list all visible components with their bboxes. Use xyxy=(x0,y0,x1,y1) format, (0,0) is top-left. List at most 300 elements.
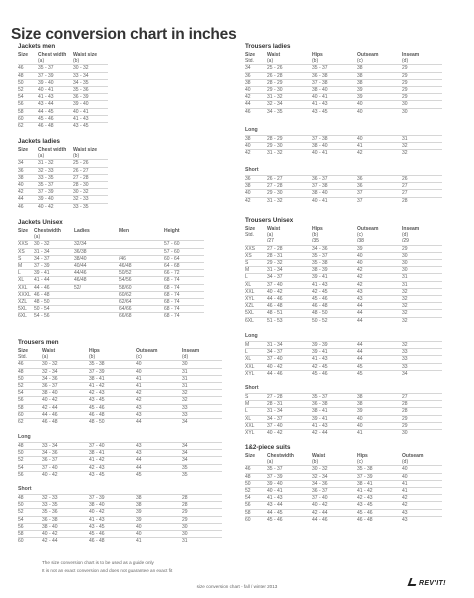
table-cell: 46 xyxy=(18,361,42,368)
table-row xyxy=(245,143,442,150)
table-cell: 43 xyxy=(357,296,402,303)
table-cell: 34 xyxy=(245,65,267,72)
table-cell: Chest width xyxy=(38,147,67,153)
table-row xyxy=(18,174,108,181)
table-cell: 32 xyxy=(402,310,442,317)
table-cell: 5XL xyxy=(18,306,34,313)
units-row xyxy=(245,238,442,245)
table-row xyxy=(18,471,222,478)
table-cell: 26 xyxy=(402,176,442,183)
table-cell: 26 - 27 xyxy=(73,167,108,174)
table-cell: (d) xyxy=(402,459,409,466)
table-row xyxy=(245,349,442,356)
table-cell: 32 xyxy=(182,397,222,404)
table-cell: 43 xyxy=(136,404,182,411)
table-cell: 38 - 41 xyxy=(89,450,136,457)
table-row xyxy=(18,375,222,382)
table-cell: 43 xyxy=(357,288,402,295)
table-cell: 42 xyxy=(136,397,182,404)
table-cell: 46 xyxy=(245,466,267,473)
size-table xyxy=(245,341,442,377)
table-cell: 38 - 40 xyxy=(42,523,89,530)
table-cell: (a) xyxy=(38,58,45,65)
table-cell: 34 xyxy=(182,443,222,450)
table-cell: 34 - 36 xyxy=(312,245,357,252)
table-cell: 37 - 39 xyxy=(89,495,136,502)
table-row xyxy=(245,150,442,157)
table-cell: 40 - 42 xyxy=(267,363,312,370)
table-cell: 38 - 39 xyxy=(312,267,357,274)
table-row xyxy=(245,342,442,349)
table-cell: 31 xyxy=(402,136,442,143)
table-cell: 64 - 68 xyxy=(164,263,204,270)
logo-icon xyxy=(408,578,419,586)
table-cell: 40 - 42 xyxy=(42,531,89,538)
table-cell: 50 xyxy=(18,79,38,86)
table-cell: /46 xyxy=(119,255,164,262)
table-cell: 68 - 74 xyxy=(164,299,204,306)
table-cell: 54 xyxy=(18,464,42,471)
table-row xyxy=(18,411,222,418)
table-cell: 38 xyxy=(245,183,267,190)
table-cell: 41 - 44 xyxy=(34,277,74,284)
table-cell: 40 - 41 xyxy=(312,94,357,101)
table-cell: 40 xyxy=(357,422,402,429)
table-row xyxy=(245,183,442,190)
size-table xyxy=(245,226,442,324)
table-cell: 38 xyxy=(357,79,402,86)
table-row xyxy=(18,108,108,115)
table-cell: 62 xyxy=(18,419,42,426)
table-cell: 40 xyxy=(357,252,402,259)
table-cell: 38 xyxy=(18,174,38,181)
table-cell: 32 - 34 xyxy=(42,368,89,375)
table-cell: /29 xyxy=(402,238,409,245)
table-cell: 31 xyxy=(402,281,442,288)
table-row xyxy=(18,299,204,306)
table-cell: (a) xyxy=(42,354,49,361)
table-cell: 33 - 34 xyxy=(42,443,89,450)
table-cell: 32 xyxy=(402,150,442,157)
table-cell: 48 - 50 xyxy=(89,419,136,426)
table-cell: M xyxy=(245,267,267,274)
table-cell: 28 xyxy=(402,408,442,415)
table-cell: XXL xyxy=(245,288,267,295)
table-cell: Waist xyxy=(42,348,56,354)
table-cell: 31 - 34 xyxy=(34,248,74,255)
table-cell: XS xyxy=(18,248,34,255)
table-cell: 29 xyxy=(402,422,442,429)
table-row xyxy=(245,94,442,101)
table-cell: 35 - 37 xyxy=(312,394,357,401)
table-cell: 27 - 28 xyxy=(267,245,312,252)
table-cell: 29 xyxy=(182,516,222,523)
table-cell: XZL xyxy=(18,299,34,306)
table-cell: 36 xyxy=(357,183,402,190)
table-cell: 46 xyxy=(18,203,38,210)
table-cell: 41 - 43 xyxy=(312,101,357,108)
table-cell: (c) xyxy=(357,232,363,239)
table-cell: 50 - 52 xyxy=(312,317,357,324)
table-cell: 58/60 xyxy=(119,284,164,291)
table-cell: 43 - 45 xyxy=(89,397,136,404)
table-cell: (a) xyxy=(38,153,45,160)
table-cell: 35 - 37 xyxy=(38,182,73,189)
table-cell: Hips xyxy=(312,226,323,232)
table-cell: 43 xyxy=(136,443,182,450)
table-cell: 36 xyxy=(357,176,402,183)
table-cell: (b) xyxy=(312,58,319,65)
table-cell: 28 xyxy=(182,495,222,502)
table-cell: 46 - 48 xyxy=(267,303,312,310)
table-cell xyxy=(119,241,164,248)
table-cell: 32 - 34 xyxy=(267,101,312,108)
table-row xyxy=(18,263,204,270)
table-cell: 39 - 39 xyxy=(312,342,357,349)
table-cell: 28 xyxy=(402,401,442,408)
table-cell: M xyxy=(245,342,267,349)
table-cell: 32 xyxy=(402,317,442,324)
table-cell: 29 - 30 xyxy=(267,143,312,150)
table-cell: XXXL xyxy=(18,291,34,298)
table-cell xyxy=(164,234,204,241)
table-cell: 39 - 40 xyxy=(73,101,108,108)
table-cell: 29 xyxy=(402,415,442,422)
table-row xyxy=(245,267,442,274)
table-cell: XXL xyxy=(18,284,34,291)
table-row xyxy=(18,284,204,291)
table-row xyxy=(18,196,108,203)
table-cell: 40 - 41 xyxy=(38,87,73,94)
table-cell: 38 - 40 xyxy=(312,87,357,94)
table-cell: 41 xyxy=(136,383,182,390)
table-cell: 37 - 40 xyxy=(267,281,312,288)
table-cell: 50 xyxy=(245,480,267,487)
table-cell: 40 xyxy=(402,473,442,480)
table-cell xyxy=(245,238,267,245)
table-row xyxy=(245,190,442,197)
table-cell: Outseam xyxy=(357,226,379,232)
table-cell: 30 - 32 xyxy=(73,65,108,72)
table-cell: 37 - 40 xyxy=(312,495,357,502)
table-cell: 32 xyxy=(182,390,222,397)
units-row xyxy=(245,459,442,466)
table-cell: 39 xyxy=(136,509,182,516)
table-cell: 31 xyxy=(182,368,222,375)
table-cell: 33 - 35 xyxy=(42,502,89,509)
table-row xyxy=(245,87,442,94)
table-cell: 27 xyxy=(402,394,442,401)
table-cell: 30 xyxy=(182,361,222,368)
table-cell: 36 - 38 xyxy=(312,401,357,408)
table-cell: 60 xyxy=(18,115,38,122)
table-cell: Chestwidth xyxy=(34,228,61,234)
table-cell: 45 - 46 xyxy=(312,370,357,377)
table-cell: 33 - 35 xyxy=(73,203,108,210)
table-cell: XYL xyxy=(245,296,267,303)
table-cell: /38 xyxy=(357,238,364,245)
table-cell: 43 xyxy=(402,516,442,523)
table-cell: 40 - 41 xyxy=(312,150,357,157)
table-cell: 30 - 32 xyxy=(42,361,89,368)
section-subtitle: Long xyxy=(245,127,258,133)
table-cell: Men xyxy=(119,228,129,234)
table-cell: 40 - 41 xyxy=(312,197,357,204)
table-cell: XYL xyxy=(245,370,267,377)
table-cell: 31 - 32 xyxy=(267,197,312,204)
table-cell: 38 xyxy=(357,72,402,79)
table-cell: Size xyxy=(18,348,29,354)
table-cell: Hips xyxy=(357,453,368,459)
table-cell: Chestwidth xyxy=(267,453,294,459)
table-cell: 38 xyxy=(357,65,402,72)
table-cell: 41 - 43 xyxy=(73,115,108,122)
table-cell: 68 - 74 xyxy=(164,313,204,320)
table-cell: 38 - 41 xyxy=(312,408,357,415)
section-title: Trousers Unisex xyxy=(245,217,294,224)
brand-name: REV'IT! xyxy=(419,580,446,587)
table-cell: 44 xyxy=(18,196,38,203)
table-row xyxy=(245,176,442,183)
table-cell: 33 xyxy=(402,363,442,370)
table-cell: 62 xyxy=(18,123,38,130)
table-cell: Size xyxy=(18,147,29,153)
table-cell xyxy=(119,234,164,241)
table-cell: 27 xyxy=(402,190,442,197)
table-row xyxy=(245,197,442,204)
table-cell: 36 - 39 xyxy=(73,94,108,101)
table-cell: 31 - 34 xyxy=(267,408,312,415)
table-cell: 41 - 43 xyxy=(312,281,357,288)
table-cell: 44 xyxy=(357,310,402,317)
table-cell: 30 xyxy=(402,260,442,267)
table-cell: 40 - 42 xyxy=(312,502,357,509)
table-cell: 25 - 26 xyxy=(267,65,312,72)
table-cell xyxy=(74,313,119,320)
table-cell: S xyxy=(18,255,34,262)
table-cell: 45 - 46 xyxy=(38,115,73,122)
table-cell: 37 - 40 xyxy=(267,356,312,363)
table-cell xyxy=(18,153,38,160)
table-row xyxy=(18,390,222,397)
table-cell: 34 - 36 xyxy=(312,480,357,487)
table-row xyxy=(18,516,222,523)
table-cell xyxy=(74,299,119,306)
table-cell: XXS xyxy=(18,241,34,248)
table-cell: Size xyxy=(245,453,256,459)
table-cell: 41 - 42 xyxy=(357,488,402,495)
table-cell: Size xyxy=(245,226,256,232)
table-cell: 29 xyxy=(182,509,222,516)
table-cell: 41 - 43 xyxy=(312,422,357,429)
table-cell: 46 - 48 xyxy=(38,123,73,130)
table-cell: 42 xyxy=(136,390,182,397)
table-cell: (c) xyxy=(357,58,363,65)
table-cell: 42 - 44 xyxy=(312,430,357,437)
table-cell: 27 - 28 xyxy=(267,183,312,190)
table-cell: 46 - 48 xyxy=(89,538,136,545)
table-cell: 56 xyxy=(18,471,42,478)
table-row xyxy=(18,538,222,545)
table-cell: 42 xyxy=(357,274,402,281)
table-cell: 40 - 41 xyxy=(73,108,108,115)
table-row xyxy=(245,495,442,502)
table-cell: 66 - 72 xyxy=(164,270,204,277)
table-cell: 40 xyxy=(357,136,402,143)
table-row xyxy=(18,167,108,174)
table-cell: (c) xyxy=(136,354,142,361)
table-cell: Inseam xyxy=(402,226,420,232)
table-cell: 6XL xyxy=(245,317,267,324)
table-cell: 37 xyxy=(357,190,402,197)
size-table xyxy=(18,52,108,129)
table-row xyxy=(245,430,442,437)
table-cell: Hips xyxy=(312,52,323,58)
table-cell: 39 xyxy=(136,516,182,523)
table-cell: 26 - 28 xyxy=(267,72,312,79)
table-cell: 44 - 46 xyxy=(34,284,74,291)
table-row xyxy=(245,72,442,79)
table-cell: 39 xyxy=(357,245,402,252)
table-cell xyxy=(74,234,119,241)
size-table xyxy=(245,453,442,523)
table-cell: 54 xyxy=(18,390,42,397)
table-cell: Height xyxy=(164,228,180,234)
table-row xyxy=(18,248,204,255)
table-cell: 38 xyxy=(245,136,267,143)
table-cell: 66/68 xyxy=(119,313,164,320)
table-row xyxy=(18,464,222,471)
table-cell: 33 xyxy=(182,411,222,418)
table-row xyxy=(245,401,442,408)
table-cell: 29 - 32 xyxy=(267,260,312,267)
table-row xyxy=(18,203,108,210)
table-cell: 37 - 39 xyxy=(38,72,73,79)
table-cell: XL xyxy=(245,415,267,422)
table-cell: 46/48 xyxy=(119,263,164,270)
table-row xyxy=(245,480,442,487)
table-cell: Hips xyxy=(89,348,100,354)
table-cell: 28 xyxy=(402,197,442,204)
table-cell: 30 - 32 xyxy=(73,189,108,196)
table-cell: 60 xyxy=(18,411,42,418)
table-cell: 43 - 45 xyxy=(89,523,136,530)
table-cell: 45 xyxy=(136,471,182,478)
units-row xyxy=(18,153,108,160)
brand-logo xyxy=(409,578,446,587)
section-title: Trousers men xyxy=(18,339,59,346)
table-cell: 40 xyxy=(136,368,182,375)
units-row xyxy=(18,58,108,65)
table-cell: 42 - 45 xyxy=(312,363,357,370)
table-cell: 44 xyxy=(357,356,402,363)
table-cell: (b) xyxy=(73,58,80,65)
table-cell: 60 xyxy=(18,538,42,545)
table-cell: 38 xyxy=(357,401,402,408)
table-cell: 37 - 38 xyxy=(312,183,357,190)
table-cell: 48 xyxy=(18,495,42,502)
table-cell: Waist xyxy=(267,52,281,58)
table-cell: 44 xyxy=(357,342,402,349)
table-cell: 33 - 35 xyxy=(38,174,73,181)
size-table xyxy=(245,135,442,157)
table-row xyxy=(18,72,108,79)
table-cell: XZL xyxy=(245,303,267,310)
table-cell: 40 xyxy=(18,182,38,189)
table-cell: Size xyxy=(18,228,29,234)
table-cell: 28 - 29 xyxy=(267,136,312,143)
table-cell: 30 xyxy=(402,430,442,437)
table-cell: 34 xyxy=(182,419,222,426)
table-cell: /35 xyxy=(312,238,319,245)
table-cell: 38 - 41 xyxy=(89,375,136,382)
table-cell xyxy=(74,306,119,313)
table-cell: Waist xyxy=(312,453,326,459)
table-cell: Outseam xyxy=(136,348,158,354)
units-row xyxy=(18,354,222,361)
table-cell: 44/46 xyxy=(74,270,119,277)
table-row xyxy=(245,516,442,523)
table-row xyxy=(245,422,442,429)
table-cell: 36 - 37 xyxy=(312,176,357,183)
table-cell: 33 - 34 xyxy=(73,72,108,79)
table-row xyxy=(245,303,442,310)
table-cell: 39 xyxy=(357,408,402,415)
table-row xyxy=(245,101,442,108)
table-cell: 35 - 36 xyxy=(42,509,89,516)
table-cell: 32/34 xyxy=(74,241,119,248)
table-cell: 40 xyxy=(245,190,267,197)
table-cell: 39 - 41 xyxy=(312,349,357,356)
table-cell: 56 xyxy=(245,502,267,509)
table-cell: 68 - 74 xyxy=(164,277,204,284)
table-cell: 50 xyxy=(18,502,42,509)
section-subtitle: Short xyxy=(245,385,259,391)
table-cell: 38 xyxy=(245,79,267,86)
table-row xyxy=(18,457,222,464)
table-cell: 48 - 51 xyxy=(267,310,312,317)
table-cell: 36 - 38 xyxy=(312,72,357,79)
table-row xyxy=(245,288,442,295)
table-cell: 52 xyxy=(18,383,42,390)
table-cell: 48 - 50 xyxy=(34,299,74,306)
table-cell: 30 - 32 xyxy=(34,241,74,248)
table-cell: (a) xyxy=(267,232,274,239)
table-cell: 42 - 44 xyxy=(42,538,89,545)
table-cell: 38 xyxy=(136,495,182,502)
table-cell: (b) xyxy=(312,459,319,466)
table-cell: 42 xyxy=(357,267,402,274)
table-cell: 29 xyxy=(402,94,442,101)
table-row xyxy=(18,101,108,108)
table-cell: (c) xyxy=(357,459,363,466)
table-row xyxy=(245,415,442,422)
table-cell: 38 - 40 xyxy=(312,190,357,197)
table-cell: 44 xyxy=(357,303,402,310)
table-cell: 40 xyxy=(245,143,267,150)
table-row xyxy=(245,65,442,72)
table-cell: 37 - 38 xyxy=(312,79,357,86)
table-row xyxy=(245,394,442,401)
table-cell: 44 xyxy=(136,464,182,471)
table-row xyxy=(245,488,442,495)
table-cell: Std. xyxy=(245,232,254,239)
table-cell: Size xyxy=(245,52,256,58)
table-cell: 68 - 74 xyxy=(164,291,204,298)
table-cell: 27 - 28 xyxy=(267,394,312,401)
table-row xyxy=(245,136,442,143)
table-cell: 37 - 39 xyxy=(357,473,402,480)
